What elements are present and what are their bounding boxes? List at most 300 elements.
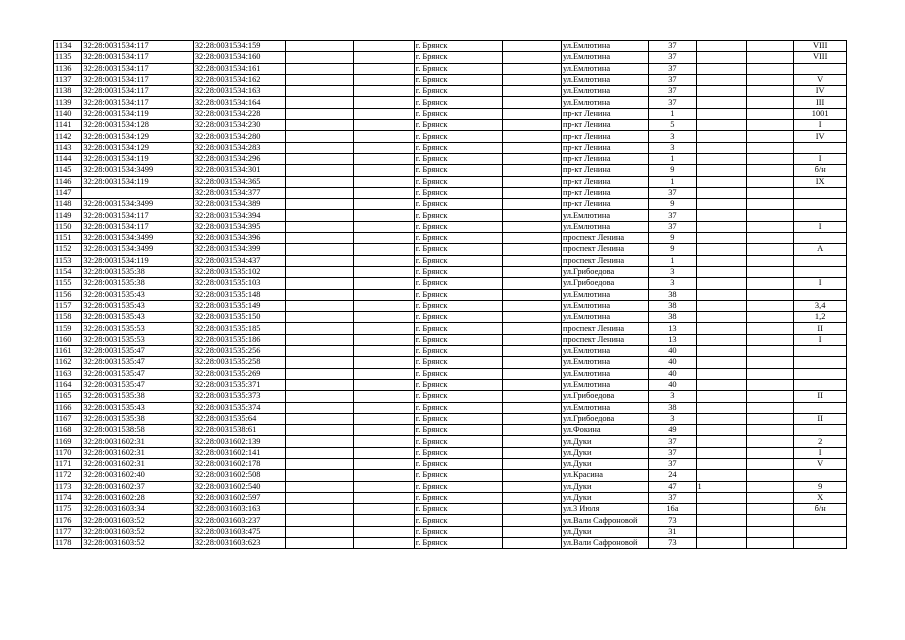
house-number-cell: 3 xyxy=(649,413,696,424)
empty-cell xyxy=(747,176,794,187)
premises-number-cell: IV xyxy=(794,131,847,142)
table-row xyxy=(54,346,847,357)
building-cell xyxy=(696,379,746,390)
empty-cell xyxy=(747,97,794,108)
row-number-cell: 1148 xyxy=(54,199,82,210)
table-row xyxy=(54,278,847,289)
parent-cadastral-number-cell: 32:28:0031534:119 xyxy=(82,176,193,187)
premises-number-cell xyxy=(794,425,847,436)
house-number-cell: 47 xyxy=(649,481,696,492)
house-number-cell: 3 xyxy=(649,278,696,289)
table-row xyxy=(54,176,847,187)
cadastral-number-cell: 32:28:0031534:394 xyxy=(193,210,286,221)
building-cell xyxy=(696,278,746,289)
city-cell: г. Брянск xyxy=(414,131,502,142)
building-cell xyxy=(696,233,746,244)
empty-cell xyxy=(286,538,353,549)
street-cell: ул.Дуки xyxy=(561,481,648,492)
city-cell: г. Брянск xyxy=(414,323,502,334)
empty-cell xyxy=(353,492,414,503)
empty-cell xyxy=(747,233,794,244)
empty-cell xyxy=(286,357,353,368)
street-cell: ул.Емлютина xyxy=(561,402,648,413)
empty-cell xyxy=(503,187,562,198)
cadastral-number-cell: 32:28:0031602:540 xyxy=(193,481,286,492)
house-number-cell: 13 xyxy=(649,334,696,345)
empty-cell xyxy=(353,131,414,142)
empty-cell xyxy=(286,210,353,221)
empty-cell xyxy=(353,108,414,119)
empty-cell xyxy=(747,379,794,390)
building-cell xyxy=(696,52,746,63)
row-number-cell: 1167 xyxy=(54,413,82,424)
row-number-cell: 1155 xyxy=(54,278,82,289)
building-cell xyxy=(696,187,746,198)
empty-cell xyxy=(286,97,353,108)
house-number-cell: 40 xyxy=(649,357,696,368)
empty-cell xyxy=(353,436,414,447)
city-cell: г. Брянск xyxy=(414,538,502,549)
empty-cell xyxy=(747,187,794,198)
house-number-cell: 37 xyxy=(649,41,696,52)
empty-cell xyxy=(353,41,414,52)
premises-number-cell: II xyxy=(794,323,847,334)
empty-cell xyxy=(747,74,794,85)
empty-cell xyxy=(503,312,562,323)
empty-cell xyxy=(747,142,794,153)
building-cell xyxy=(696,447,746,458)
house-number-cell: 40 xyxy=(649,379,696,390)
premises-number-cell: 1,2 xyxy=(794,312,847,323)
city-cell: г. Брянск xyxy=(414,266,502,277)
street-cell: ул.Емлютина xyxy=(561,357,648,368)
empty-cell xyxy=(503,300,562,311)
empty-cell xyxy=(747,131,794,142)
city-cell: г. Брянск xyxy=(414,447,502,458)
table-row xyxy=(54,323,847,334)
empty-cell xyxy=(503,323,562,334)
city-cell: г. Брянск xyxy=(414,334,502,345)
building-cell xyxy=(696,108,746,119)
parent-cadastral-number-cell: 32:28:0031534:117 xyxy=(82,221,193,232)
street-cell: ул.Емлютина xyxy=(561,312,648,323)
house-number-cell: 38 xyxy=(649,402,696,413)
row-number-cell: 1144 xyxy=(54,153,82,164)
empty-cell xyxy=(503,289,562,300)
empty-cell xyxy=(747,255,794,266)
cadastral-number-cell: 32:28:0031534:230 xyxy=(193,120,286,131)
parent-cadastral-number-cell: 32:28:0031535:43 xyxy=(82,289,193,300)
city-cell: г. Брянск xyxy=(414,470,502,481)
empty-cell xyxy=(503,131,562,142)
empty-cell xyxy=(286,402,353,413)
row-number-cell: 1147 xyxy=(54,187,82,198)
table-row xyxy=(54,266,847,277)
empty-cell xyxy=(747,425,794,436)
table-body xyxy=(54,41,847,549)
empty-cell xyxy=(503,233,562,244)
street-cell: ул.Емлютина xyxy=(561,221,648,232)
street-cell: ул.Емлютина xyxy=(561,368,648,379)
empty-cell xyxy=(353,515,414,526)
row-number-cell: 1160 xyxy=(54,334,82,345)
building-cell xyxy=(696,210,746,221)
cadastral-number-cell: 32:28:0031534:161 xyxy=(193,63,286,74)
street-cell: пр-кт Ленина xyxy=(561,187,648,198)
row-number-cell: 1143 xyxy=(54,142,82,153)
table-row xyxy=(54,458,847,469)
empty-cell xyxy=(503,63,562,74)
parent-cadastral-number-cell: 32:28:0031602:31 xyxy=(82,458,193,469)
building-cell xyxy=(696,176,746,187)
parent-cadastral-number-cell xyxy=(82,187,193,198)
empty-cell xyxy=(286,447,353,458)
table-row xyxy=(54,142,847,153)
premises-number-cell xyxy=(794,63,847,74)
street-cell: пр-кт Ленина xyxy=(561,120,648,131)
cadastral-number-cell: 32:28:0031534:395 xyxy=(193,221,286,232)
street-cell: ул.Грибоедова xyxy=(561,278,648,289)
table-row xyxy=(54,153,847,164)
parent-cadastral-number-cell: 32:28:0031535:47 xyxy=(82,346,193,357)
empty-cell xyxy=(286,74,353,85)
street-cell: пр-кт Ленина xyxy=(561,131,648,142)
empty-cell xyxy=(503,176,562,187)
building-cell xyxy=(696,538,746,549)
cadastral-number-cell: 32:28:0031602:178 xyxy=(193,458,286,469)
table-row xyxy=(54,402,847,413)
empty-cell xyxy=(286,413,353,424)
row-number-cell: 1152 xyxy=(54,244,82,255)
street-cell: ул.Вали Сафроновой xyxy=(561,538,648,549)
street-cell: ул.Емлютина xyxy=(561,346,648,357)
parent-cadastral-number-cell: 32:28:0031535:53 xyxy=(82,334,193,345)
row-number-cell: 1153 xyxy=(54,255,82,266)
cadastral-number-cell: 32:28:0031534:280 xyxy=(193,131,286,142)
cadastral-number-cell: 32:28:0031535:185 xyxy=(193,323,286,334)
table-row xyxy=(54,289,847,300)
house-number-cell: 37 xyxy=(649,52,696,63)
premises-number-cell: V xyxy=(794,458,847,469)
city-cell: г. Брянск xyxy=(414,357,502,368)
parent-cadastral-number-cell: 32:28:0031535:43 xyxy=(82,312,193,323)
parent-cadastral-number-cell: 32:28:0031535:43 xyxy=(82,300,193,311)
premises-number-cell: I xyxy=(794,153,847,164)
street-cell: проспект Ленина xyxy=(561,334,648,345)
premises-number-cell: II xyxy=(794,391,847,402)
empty-cell xyxy=(747,312,794,323)
parent-cadastral-number-cell: 32:28:0031603:52 xyxy=(82,515,193,526)
empty-cell xyxy=(747,458,794,469)
table-row xyxy=(54,97,847,108)
house-number-cell: 73 xyxy=(649,515,696,526)
premises-number-cell: III xyxy=(794,97,847,108)
empty-cell xyxy=(286,165,353,176)
premises-number-cell xyxy=(794,515,847,526)
row-number-cell: 1138 xyxy=(54,86,82,97)
empty-cell xyxy=(353,63,414,74)
cadastral-number-cell: 32:28:0031602:139 xyxy=(193,436,286,447)
empty-cell xyxy=(353,255,414,266)
empty-cell xyxy=(747,515,794,526)
parent-cadastral-number-cell: 32:28:0031602:40 xyxy=(82,470,193,481)
table-row xyxy=(54,131,847,142)
city-cell: г. Брянск xyxy=(414,278,502,289)
premises-number-cell: I xyxy=(794,221,847,232)
building-cell xyxy=(696,120,746,131)
city-cell: г. Брянск xyxy=(414,176,502,187)
city-cell: г. Брянск xyxy=(414,221,502,232)
street-cell: проспект Ленина xyxy=(561,244,648,255)
empty-cell xyxy=(747,538,794,549)
empty-cell xyxy=(747,300,794,311)
row-number-cell: 1134 xyxy=(54,41,82,52)
empty-cell xyxy=(353,312,414,323)
table-row xyxy=(54,379,847,390)
empty-cell xyxy=(353,74,414,85)
parent-cadastral-number-cell: 32:28:0031535:38 xyxy=(82,278,193,289)
cadastral-number-cell: 32:28:0031535:186 xyxy=(193,334,286,345)
house-number-cell: 37 xyxy=(649,187,696,198)
parent-cadastral-number-cell: 32:28:0031535:38 xyxy=(82,266,193,277)
house-number-cell: 38 xyxy=(649,289,696,300)
building-cell xyxy=(696,289,746,300)
empty-cell xyxy=(503,413,562,424)
empty-cell xyxy=(353,413,414,424)
premises-number-cell: II xyxy=(794,413,847,424)
row-number-cell: 1177 xyxy=(54,526,82,537)
street-cell: проспект Ленина xyxy=(561,233,648,244)
house-number-cell: 1 xyxy=(649,176,696,187)
premises-number-cell: I xyxy=(794,334,847,345)
parent-cadastral-number-cell: 32:28:0031534:128 xyxy=(82,120,193,131)
empty-cell xyxy=(286,52,353,63)
premises-number-cell: I xyxy=(794,120,847,131)
table-row xyxy=(54,74,847,85)
empty-cell xyxy=(286,492,353,503)
house-number-cell: 5 xyxy=(649,120,696,131)
city-cell: г. Брянск xyxy=(414,63,502,74)
empty-cell xyxy=(353,504,414,515)
empty-cell xyxy=(353,458,414,469)
empty-cell xyxy=(503,402,562,413)
table-row xyxy=(54,233,847,244)
city-cell: г. Брянск xyxy=(414,402,502,413)
table-row xyxy=(54,425,847,436)
table-row xyxy=(54,481,847,492)
city-cell: г. Брянск xyxy=(414,368,502,379)
empty-cell xyxy=(286,526,353,537)
empty-cell xyxy=(353,346,414,357)
row-number-cell: 1165 xyxy=(54,391,82,402)
empty-cell xyxy=(353,244,414,255)
row-number-cell: 1175 xyxy=(54,504,82,515)
empty-cell xyxy=(286,346,353,357)
empty-cell xyxy=(503,153,562,164)
house-number-cell: 3 xyxy=(649,142,696,153)
cadastral-number-cell: 32:28:0031602:141 xyxy=(193,447,286,458)
premises-number-cell: I xyxy=(794,278,847,289)
cadastral-number-cell: 32:28:0031603:475 xyxy=(193,526,286,537)
empty-cell xyxy=(747,41,794,52)
premises-number-cell: 2 xyxy=(794,436,847,447)
city-cell: г. Брянск xyxy=(414,391,502,402)
empty-cell xyxy=(353,86,414,97)
empty-cell xyxy=(503,199,562,210)
street-cell: проспект Ленина xyxy=(561,323,648,334)
table-row xyxy=(54,312,847,323)
cadastral-number-cell: 32:28:0031535:256 xyxy=(193,346,286,357)
house-number-cell: 37 xyxy=(649,210,696,221)
house-number-cell: 37 xyxy=(649,492,696,503)
city-cell: г. Брянск xyxy=(414,312,502,323)
empty-cell xyxy=(503,391,562,402)
city-cell: г. Брянск xyxy=(414,165,502,176)
parent-cadastral-number-cell: 32:28:0031534:119 xyxy=(82,255,193,266)
house-number-cell: 73 xyxy=(649,538,696,549)
house-number-cell: 31 xyxy=(649,526,696,537)
cadastral-number-cell: 32:28:0031535:103 xyxy=(193,278,286,289)
cadastral-number-cell: 32:28:0031534:162 xyxy=(193,74,286,85)
parent-cadastral-number-cell: 32:28:0031535:47 xyxy=(82,368,193,379)
city-cell: г. Брянск xyxy=(414,492,502,503)
parent-cadastral-number-cell: 32:28:0031535:47 xyxy=(82,357,193,368)
building-cell xyxy=(696,391,746,402)
row-number-cell: 1157 xyxy=(54,300,82,311)
cadastral-number-cell: 32:28:0031534:159 xyxy=(193,41,286,52)
empty-cell xyxy=(286,515,353,526)
building-cell xyxy=(696,165,746,176)
premises-number-cell: б/н xyxy=(794,504,847,515)
building-cell: 1 xyxy=(696,481,746,492)
city-cell: г. Брянск xyxy=(414,86,502,97)
cadastral-number-cell: 32:28:0031534:399 xyxy=(193,244,286,255)
row-number-cell: 1168 xyxy=(54,425,82,436)
empty-cell xyxy=(286,323,353,334)
empty-cell xyxy=(286,108,353,119)
house-number-cell: 1 xyxy=(649,153,696,164)
row-number-cell: 1158 xyxy=(54,312,82,323)
parent-cadastral-number-cell: 32:28:0031603:52 xyxy=(82,526,193,537)
city-cell: г. Брянск xyxy=(414,425,502,436)
cadastral-number-cell: 32:28:0031534:296 xyxy=(193,153,286,164)
street-cell: пр-кт Ленина xyxy=(561,199,648,210)
empty-cell xyxy=(503,436,562,447)
cadastral-number-cell: 32:28:0031534:301 xyxy=(193,165,286,176)
row-number-cell: 1150 xyxy=(54,221,82,232)
cadastral-number-cell: 32:28:0031534:437 xyxy=(193,255,286,266)
street-cell: ул.Красина xyxy=(561,470,648,481)
street-cell: ул.Грибоедова xyxy=(561,391,648,402)
table-row xyxy=(54,504,847,515)
house-number-cell: 9 xyxy=(649,244,696,255)
row-number-cell: 1137 xyxy=(54,74,82,85)
table-row xyxy=(54,538,847,549)
cadastral-number-cell: 32:28:0031602:597 xyxy=(193,492,286,503)
table-row xyxy=(54,187,847,198)
house-number-cell: 1 xyxy=(649,255,696,266)
cadastral-number-cell: 32:28:0031534:396 xyxy=(193,233,286,244)
premises-number-cell: V xyxy=(794,74,847,85)
building-cell xyxy=(696,300,746,311)
empty-cell xyxy=(747,199,794,210)
cadastral-number-cell: 32:28:0031535:373 xyxy=(193,391,286,402)
empty-cell xyxy=(353,391,414,402)
empty-cell xyxy=(747,481,794,492)
empty-cell xyxy=(503,221,562,232)
premises-number-cell xyxy=(794,187,847,198)
empty-cell xyxy=(503,504,562,515)
empty-cell xyxy=(353,470,414,481)
house-number-cell: 37 xyxy=(649,436,696,447)
empty-cell xyxy=(353,278,414,289)
empty-cell xyxy=(286,233,353,244)
cadastral-number-cell: 32:28:0031535:149 xyxy=(193,300,286,311)
house-number-cell: 37 xyxy=(649,458,696,469)
city-cell: г. Брянск xyxy=(414,210,502,221)
building-cell xyxy=(696,470,746,481)
empty-cell xyxy=(353,447,414,458)
empty-cell xyxy=(353,334,414,345)
building-cell xyxy=(696,221,746,232)
table-row xyxy=(54,334,847,345)
premises-number-cell: VIII xyxy=(794,41,847,52)
premises-number-cell xyxy=(794,470,847,481)
street-cell: пр-кт Ленина xyxy=(561,108,648,119)
house-number-cell: 3 xyxy=(649,131,696,142)
empty-cell xyxy=(503,368,562,379)
city-cell: г. Брянск xyxy=(414,504,502,515)
table-row xyxy=(54,470,847,481)
city-cell: г. Брянск xyxy=(414,142,502,153)
parent-cadastral-number-cell: 32:28:0031534:117 xyxy=(82,41,193,52)
house-number-cell: 24 xyxy=(649,470,696,481)
empty-cell xyxy=(353,52,414,63)
premises-number-cell: А xyxy=(794,244,847,255)
premises-number-cell: 1001 xyxy=(794,108,847,119)
parent-cadastral-number-cell: 32:28:0031534:119 xyxy=(82,108,193,119)
cadastral-number-cell: 32:28:0031534:163 xyxy=(193,86,286,97)
row-number-cell: 1170 xyxy=(54,447,82,458)
row-number-cell: 1159 xyxy=(54,323,82,334)
empty-cell xyxy=(353,142,414,153)
city-cell: г. Брянск xyxy=(414,41,502,52)
building-cell xyxy=(696,266,746,277)
parent-cadastral-number-cell: 32:28:0031602:31 xyxy=(82,436,193,447)
empty-cell xyxy=(286,278,353,289)
empty-cell xyxy=(747,120,794,131)
city-cell: г. Брянск xyxy=(414,120,502,131)
empty-cell xyxy=(503,481,562,492)
empty-cell xyxy=(286,266,353,277)
row-number-cell: 1151 xyxy=(54,233,82,244)
parent-cadastral-number-cell: 32:28:0031534:117 xyxy=(82,63,193,74)
street-cell: ул.Емлютина xyxy=(561,86,648,97)
empty-cell xyxy=(503,120,562,131)
empty-cell xyxy=(353,323,414,334)
empty-cell xyxy=(286,153,353,164)
building-cell xyxy=(696,413,746,424)
empty-cell xyxy=(353,368,414,379)
row-number-cell: 1140 xyxy=(54,108,82,119)
empty-cell xyxy=(286,312,353,323)
empty-cell xyxy=(503,41,562,52)
row-number-cell: 1161 xyxy=(54,346,82,357)
row-number-cell: 1142 xyxy=(54,131,82,142)
cadastral-number-cell: 32:28:0031534:365 xyxy=(193,176,286,187)
street-cell: ул.Емлютина xyxy=(561,210,648,221)
building-cell xyxy=(696,425,746,436)
